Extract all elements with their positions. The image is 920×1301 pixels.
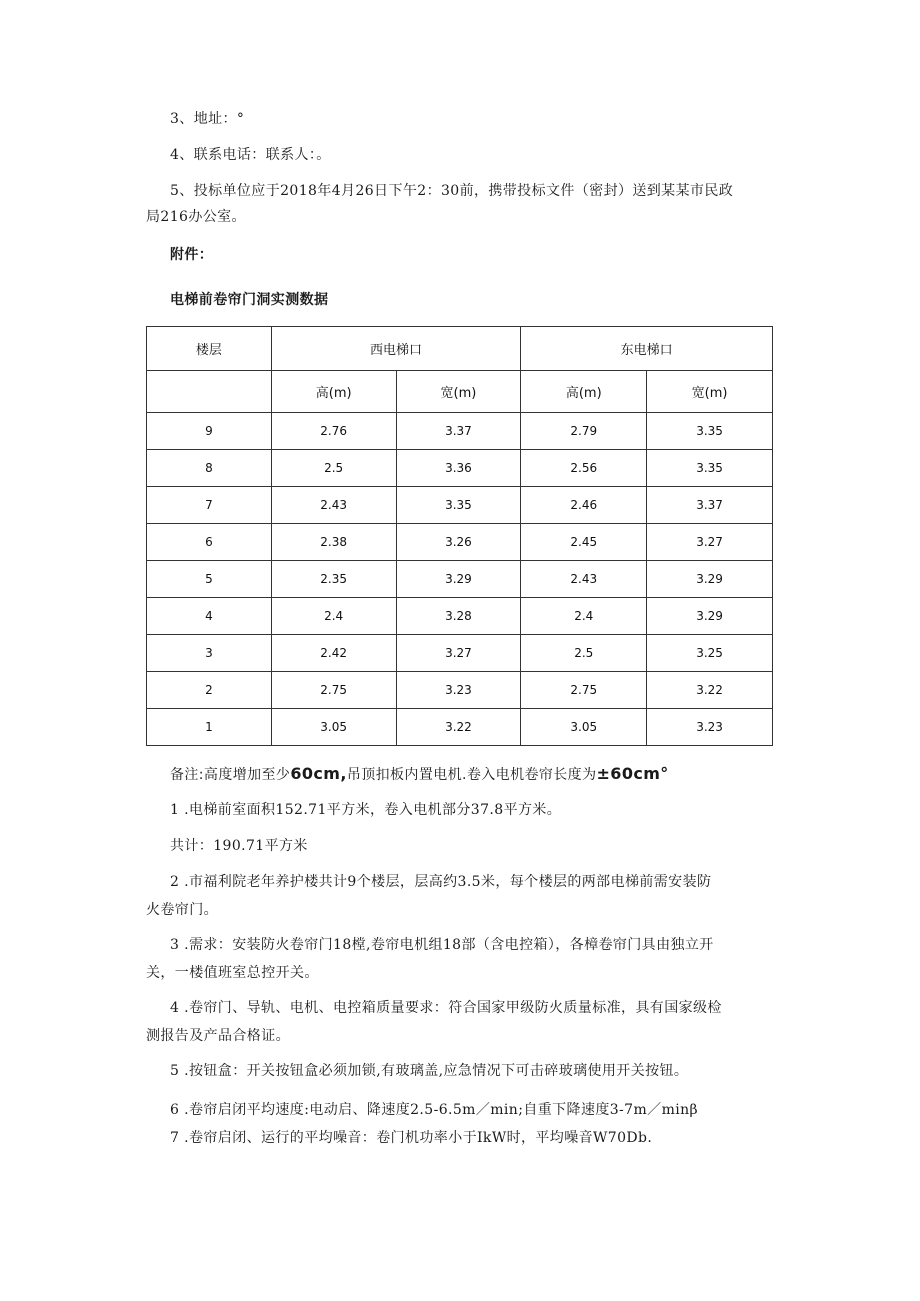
floor-cell: 1 — [147, 709, 272, 746]
east-height-cell: 3.05 — [521, 709, 647, 746]
deadline-line-2: 局216办公室。 — [146, 209, 246, 225]
note-item-3-line-2: 关，一楼值班室总控开关。 — [146, 965, 319, 981]
table-row — [147, 450, 773, 487]
remark-height-value: 60cm, — [290, 764, 347, 783]
east-width-cell: 3.37 — [647, 487, 773, 524]
remark-prefix: 备注:高度增加至少 — [170, 767, 291, 783]
phone-line: 4、联系电话：联系人：。 — [170, 147, 331, 163]
floor-cell: 4 — [147, 598, 272, 635]
table-row — [147, 709, 773, 746]
east-width-header: 宽(m) — [647, 371, 773, 413]
east-width-cell: 3.29 — [647, 561, 773, 598]
measurement-table — [146, 326, 773, 746]
note-total: 共计：190.71平方米 — [170, 838, 308, 854]
table-row — [147, 635, 773, 672]
east-height-cell: 2.5 — [521, 635, 647, 672]
east-height-cell: 2.79 — [521, 413, 647, 450]
remark-line — [170, 765, 669, 784]
floor-cell: 7 — [147, 487, 272, 524]
note-item-2-line-2: 火卷帘门。 — [146, 902, 218, 918]
west-height-cell: 2.75 — [271, 672, 396, 709]
deadline-line-1: 5、投标单位应于2018年4月26日下午2：30前，携带投标文件（密封）送到某某市民政 — [170, 183, 734, 199]
east-height-header: 高(m) — [521, 371, 647, 413]
west-width-cell: 3.36 — [396, 450, 521, 487]
east-elevator-header: 东电梯口 — [521, 327, 773, 371]
floor-header: 楼层 — [147, 327, 272, 371]
note-item-4-line-2: 测报告及产品合格证。 — [146, 1028, 290, 1044]
east-height-cell: 2.56 — [521, 450, 647, 487]
east-height-cell: 2.46 — [521, 487, 647, 524]
west-width-cell: 3.29 — [396, 561, 521, 598]
floor-cell: 8 — [147, 450, 272, 487]
west-width-cell: 3.37 — [396, 413, 521, 450]
table-row — [147, 672, 773, 709]
floor-cell: 9 — [147, 413, 272, 450]
note-item-7: 7 .卷帘启闭、运行的平均噪音：卷门机功率小于IkW时，平均噪音W70Db. — [170, 1130, 653, 1146]
west-width-cell: 3.28 — [396, 598, 521, 635]
east-width-cell: 3.25 — [647, 635, 773, 672]
west-width-cell: 3.27 — [396, 635, 521, 672]
table-title: 电梯前卷帘门洞实测数据 — [170, 292, 329, 308]
table-row — [147, 487, 773, 524]
address-line: 3、地址：° — [170, 111, 245, 127]
west-height-cell: 2.76 — [271, 413, 396, 450]
west-width-cell: 3.26 — [396, 524, 521, 561]
west-height-header: 高(m) — [271, 371, 396, 413]
west-width-cell: 3.23 — [396, 672, 521, 709]
west-height-cell: 2.43 — [271, 487, 396, 524]
east-width-cell: 3.35 — [647, 450, 773, 487]
west-elevator-header: 西电梯口 — [271, 327, 521, 371]
remark-length-value: ±60cm° — [596, 764, 669, 783]
west-width-cell: 3.22 — [396, 709, 521, 746]
table-row — [147, 561, 773, 598]
note-item-1: 1 .电梯前室面积152.71平方米，卷入电机部分37.8平方米。 — [170, 802, 562, 818]
floor-cell: 6 — [147, 524, 272, 561]
attachment-label: 附件： — [170, 247, 214, 263]
west-height-cell: 2.4 — [271, 598, 396, 635]
west-width-header: 宽(m) — [396, 371, 521, 413]
west-height-cell: 2.42 — [271, 635, 396, 672]
west-height-cell: 2.35 — [271, 561, 396, 598]
east-width-cell: 3.29 — [647, 598, 773, 635]
note-item-2-line-1: 2 .市福利院老年养护楼共计9个楼层，层高约3.5米，每个楼层的两部电梯前需安装防 — [170, 874, 712, 890]
east-width-cell: 3.23 — [647, 709, 773, 746]
east-height-cell: 2.45 — [521, 524, 647, 561]
west-width-cell: 3.35 — [396, 487, 521, 524]
note-item-4-line-1: 4 .卷帘门、导轨、电机、电控箱质量要求：符合国家甲级防火质量标准，具有国家级检 — [170, 1000, 722, 1016]
note-item-6: 6 .卷帘启闭平均速度:电动启、降速度2.5-6.5m／min;自重下降速度3-7m／minβ — [170, 1102, 699, 1118]
east-height-cell: 2.75 — [521, 672, 647, 709]
remark-middle: 吊顶扣板内置电机.卷入电机卷帘长度为 — [346, 767, 597, 783]
east-width-cell: 3.22 — [647, 672, 773, 709]
west-height-cell: 2.38 — [271, 524, 396, 561]
floor-cell: 2 — [147, 672, 272, 709]
floor-cell: 5 — [147, 561, 272, 598]
east-height-cell: 2.43 — [521, 561, 647, 598]
note-item-5: 5 .按钮盒：开关按钮盒必须加锁,有玻璃盖,应急情况下可击碎玻璃使用开关按钮。 — [170, 1063, 689, 1079]
east-width-cell: 3.27 — [647, 524, 773, 561]
floor-cell: 3 — [147, 635, 272, 672]
table-row — [147, 598, 773, 635]
east-width-cell: 3.35 — [647, 413, 773, 450]
floor-subheader-empty — [147, 371, 272, 413]
table-row — [147, 524, 773, 561]
west-height-cell: 2.5 — [271, 450, 396, 487]
east-height-cell: 2.4 — [521, 598, 647, 635]
west-height-cell: 3.05 — [271, 709, 396, 746]
table-row — [147, 413, 773, 450]
note-item-3-line-1: 3 .需求：安装防火卷帘门18樘,卷帘电机组18部（含电控箱），各樟卷帘门具由独立开 — [170, 937, 714, 953]
